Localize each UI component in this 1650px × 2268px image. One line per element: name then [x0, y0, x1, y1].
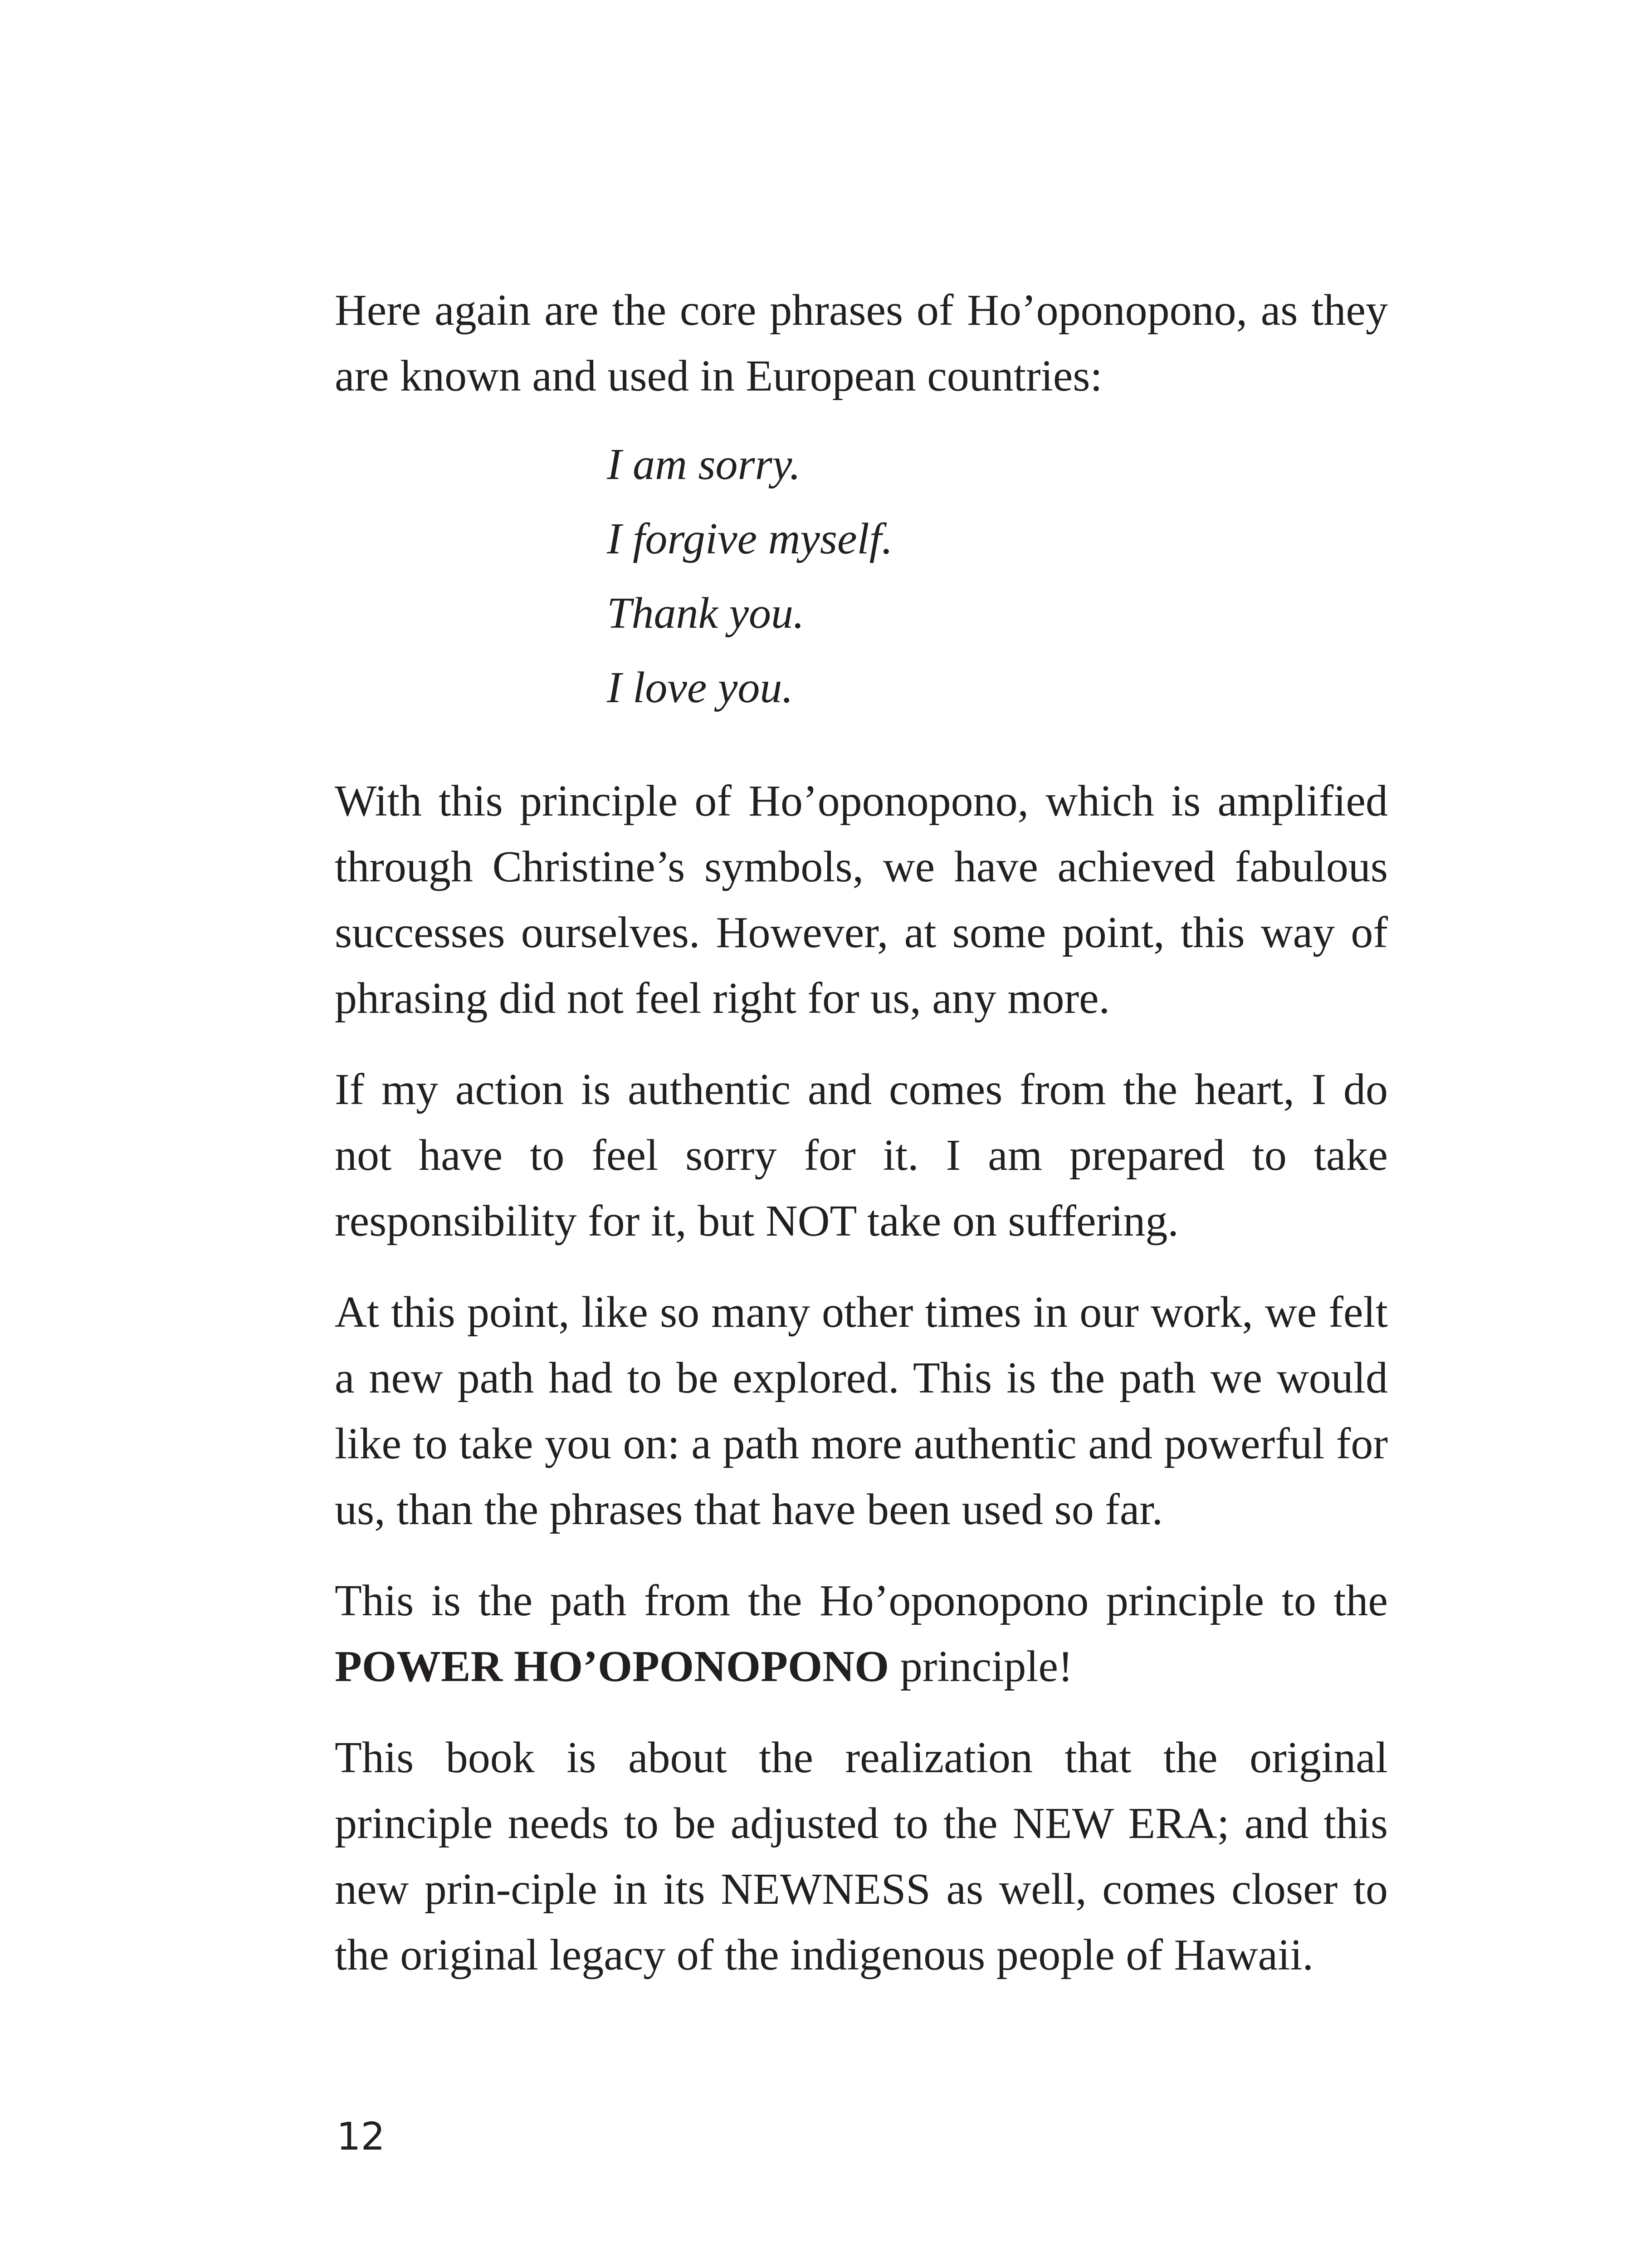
paragraph-tail: principle!	[889, 1642, 1073, 1691]
page-number: 12	[337, 2114, 385, 2159]
phrase-item: I am sorry.	[607, 440, 801, 489]
body-text	[335, 278, 1388, 2014]
paragraph: This book is about the realization that the original principle needs to be adjusted to the NEW ERA; and this new prin-ciple in its NEWNESS as well, comes closer to the original legacy of the indigenous people of Hawaii.	[335, 1733, 1388, 1980]
core-phrases-list	[335, 427, 1388, 725]
paragraph: With this principle of Ho’oponopono, which is amplified through Christine’s symbols, we have achieved fabulous successes ourselves. However, at some point, this way of phrasing did not feel right for us, any more.	[335, 777, 1388, 1023]
power-hooponopono-emphasis: POWER HO’OPONOPONO	[335, 1642, 889, 1691]
paragraph: At this point, like so many other times in our work, we felt a new path had to be explored. This is the path we would like to take you on: a path more authentic and powerful for us, than the phrases that have been used so far.	[335, 1288, 1388, 1534]
phrase-item: I love you.	[607, 663, 793, 712]
intro-paragraph: Here again are the core phrases of Ho’oponopono, as they are known and used in European countries:	[335, 286, 1388, 401]
paragraph-lead: This is the path from the Ho’oponopono principle to the	[335, 1576, 1388, 1625]
paragraph: If my action is authentic and comes from the heart, I do not have to feel sorry for it. I am prepared to take responsibility for it, but NOT take on suffering.	[335, 1065, 1388, 1246]
phrase-item: I forgive myself.	[607, 514, 893, 563]
phrase-item: Thank you.	[607, 589, 805, 638]
paragraph-power-principle	[335, 1568, 1388, 1700]
